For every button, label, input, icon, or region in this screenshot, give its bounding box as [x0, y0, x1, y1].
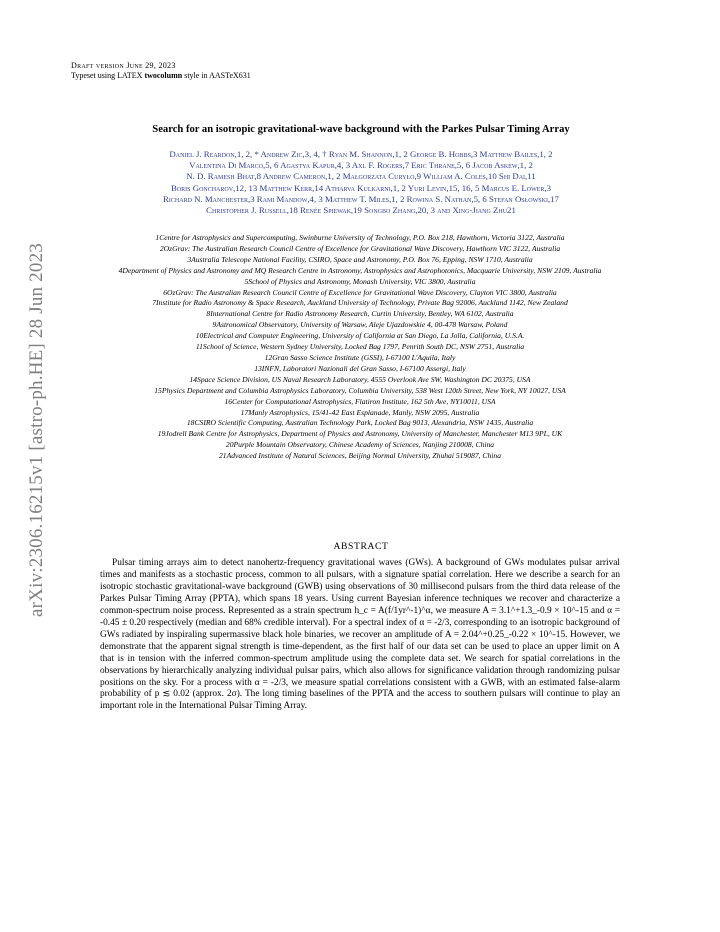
- abstract-heading: ABSTRACT: [333, 541, 389, 552]
- affiliation: 10Electrical and Computer Engineering, University of California at San Diego, La Jolla, California, U.S.A.: [195, 331, 525, 341]
- latex-logo: LATEX: [117, 70, 143, 80]
- affiliation: 7Institute for Radio Astronomy & Space Research, Auckland University of Technology, Private Bag 92006, Auckland 1142, New Zealand: [152, 298, 568, 308]
- affiliation: 16Center for Computational Astrophysics, Flatiron Institute, 162 5th Ave, NY10011, USA: [224, 396, 496, 406]
- affiliation: 20Purple Mountain Observatory, Chinese Academy of Sciences, Nanjing 210008, China: [225, 440, 495, 450]
- typeset-line: [71, 71, 251, 81]
- affiliation: 12Gran Sasso Science Institute (GSSI), I-67100 L'Aquila, Italy: [264, 352, 456, 362]
- affiliation: 5School of Physics and Astronomy, Monash University, VIC 3800, Australia: [244, 276, 476, 286]
- author-line: Richard N. Manchester,3 Rami Mandow,4, 3 Matthew T. Miles,1, 2 Rowina S. Nathan,5, 6 Stefan Osłowski,17: [163, 193, 559, 204]
- draft-version: Draft version June 29, 2023: [71, 61, 176, 70]
- typeset-suffix: style in AASTeX631: [182, 70, 251, 80]
- affiliation: 3Australia Telescope National Facility, CSIRO, Space and Astronomy, P.O. Box 76, Epping, NSW 1710, Australia: [187, 254, 533, 264]
- author-line: Daniel J. Reardon,1, 2, * Andrew Zic,3, 4, † Ryan M. Shannon,1, 2 George B. Hobbs,3 Matthew Bailes,1, 2: [169, 149, 553, 159]
- author-line: Valentina Di Marco,5, 6 Agastya Kapur,4, 3 Axl F. Rogers,7 Eric Thrane,5, 6 Jacob Askew,1, 2: [189, 160, 533, 171]
- author-line: N. D. Ramesh Bhat,8 Andrew Cameron,1, 2 Małgorzata Curyło,9 William A. Coles,10 Shi Dai,11: [186, 171, 536, 182]
- arxiv-identifier: [22, 210, 52, 650]
- typeset-prefix: Typeset using: [71, 70, 118, 80]
- affiliation: 21Advanced Institute of Natural Sciences, Beijing Normal University, Zhuhai 519087, China: [219, 451, 501, 461]
- author-line: Christopher J. Russell,18 Renée Spiewak,19 Songbo Zhang,20, 3 and Xing-Jiang Zhu21: [206, 205, 516, 216]
- author-list: [62, 149, 660, 216]
- affiliation: 13INFN, Laboratori Nazionali del Gran Sasso, I-67100 Assergi, Italy: [254, 363, 466, 373]
- affiliation: 4Department of Physics and Astronomy and MQ Research Centre in Astronomy, Astrophysics and Astrophotonics, Macquarie University, NSW 2109, Australia: [118, 265, 602, 275]
- affiliation: 18CSIRO Scientific Computing, Australian Technology Park, Locked Bag 9013, Alexandria, NSW 1435, Australia: [186, 418, 534, 428]
- abstract-body: [100, 558, 620, 713]
- affiliation: 11School of Science, Western Sydney University, Locked Bag 1797, Penrith South DC, NSW 2751, Australia: [195, 342, 525, 352]
- affiliation: 8International Centre for Radio Astronomy Research, Curtin University, Bentley, WA 6102, Australia: [206, 309, 514, 319]
- affiliation-list: [55, 233, 665, 462]
- affiliation: 6OzGrav: The Australian Research Council Centre of Excellence for Gravitational Wave Discovery, Clayton VIC 3800, Australia: [163, 287, 557, 297]
- affiliation: 9Astronomical Observatory, University of Warsaw, Aleje Ujazdowskie 4, 00-478 Warsaw, Poland: [212, 320, 508, 330]
- abstract-text: Pulsar timing arrays aim to detect nanohertz-frequency gravitational waves (GWs). A background of GWs modulates pulsar arrival times and manifests as a stochastic process, common to all pulsars, with a signature spatial correlation. Here we describe a search for an isotropic stochastic gravitational-wave background (GWB) using observations of 30 millisecond pulsars from the third data release of the Parkes Pulsar Timing Array (PPTA), which spans 18 years. Using current Bayesian inference techniques we recover and characterize a common-spectrum noise process. Represented as a strain spectrum h_c = A(f/1yr^-1)^α, we measure A = 3.1^+1.3_-0.9 × 10^-15 and α = -0.45 ± 0.20 respectively (median and 68% credible interval). For a spectral index of α = -2/3, corresponding to an isotropic background of GWs radiated by inspiraling supermassive black hole binaries, we recover an amplitude of A = 2.04^+0.25_-0.22 × 10^-15. However, we demonstrate that the apparent signal strength is time-dependent, as the first half of our data set can be used to place an upper limit on A that is in tension with the inferred common-spectrum amplitude using the complete data set. We search for spatial correlations in the observations by hierarchically analyzing individual pulsar pairs, which also allows for significance validation through randomizing pulsar positions on the sky. For a process with α = -2/3, we measure spatial correlations consistent with a GWB, with an estimated false-alarm probability of p ≲ 0.02 (approx. 2σ). The long timing baselines of the PPTA and the access to southern pulsars will continue to play an important role in the International Pulsar Timing Array.: [100, 558, 620, 712]
- arxiv-id-text: arXiv:2306.16215v1 [astro-ph.HE] 28 Jun 2023: [26, 243, 47, 617]
- affiliation: 1Centre for Astrophysics and Supercomputing, Swinburne University of Technology, P.O. Box 218, Hawthorn, Victoria 3122, Australia: [155, 233, 565, 242]
- affiliation: 19Jodrell Bank Centre for Astrophysics, Department of Physics and Astronomy, University of Manchester, Manchester M13 9PL, UK: [157, 429, 563, 439]
- affiliation: 15Physics Department and Columbia Astrophysics Laboratory, Columbia University, 538 West 120th Street, New York, NY 10027, USA: [154, 385, 566, 395]
- twocolumn-label: twocolumn: [144, 70, 183, 80]
- paper-title: Search for an isotropic gravitational-wave background with the Parkes Pulsar Timing Array: [152, 124, 570, 135]
- author-line: Boris Goncharov,12, 13 Matthew Kerr,14 Atharva Kulkarni,1, 2 Yuri Levin,15, 16, 5 Marcus E. Lower,3: [170, 182, 552, 193]
- preprint-header: [71, 61, 251, 80]
- affiliation: 2OzGrav: The Australian Research Council Centre of Excellence for Gravitational Wave Discovery, Hawthorn VIC 3122, Australia: [159, 243, 561, 253]
- affiliation: 14Space Science Division, US Naval Research Laboratory, 4555 Overlook Ave SW, Washington DC 20375, USA: [189, 374, 531, 384]
- affiliation: 17Manly Astrophysics, 15/41-42 East Esplanade, Manly, NSW 2095, Australia: [240, 407, 480, 417]
